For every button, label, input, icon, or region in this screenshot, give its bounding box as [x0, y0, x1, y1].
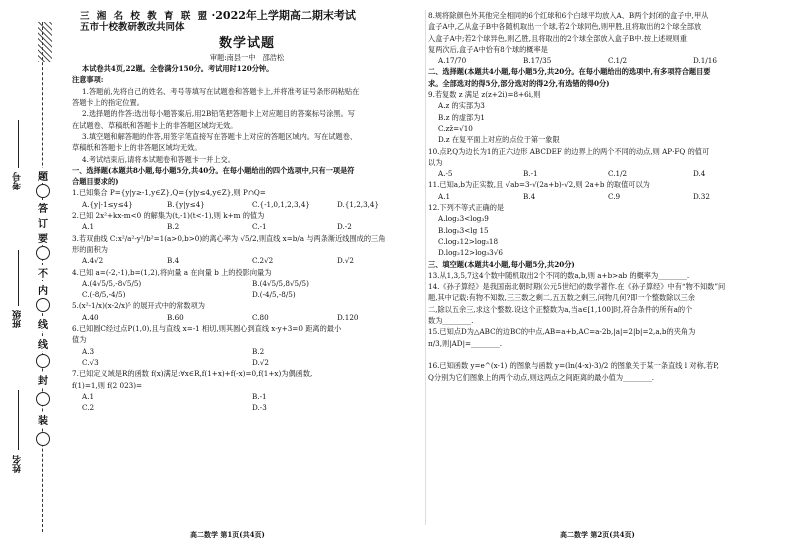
note-line: 1.答题前,先将自己的姓名、考号等填写在试题卷和答题卡上,并将准考证号条形码粘贴在 [82, 86, 360, 96]
answer-option: D.1/16 [693, 56, 717, 66]
q9-option: C.zz̄=√10 [438, 123, 473, 133]
answer-option: C.2√2 [252, 256, 274, 266]
answer-option: A.1 [438, 191, 451, 201]
binding-circle [36, 392, 50, 406]
q12-option: B.log₅3<lg 15 [438, 225, 489, 235]
note-line: 答题卡上的指定位置。 [72, 98, 144, 108]
strip-char: 线 [37, 336, 49, 351]
answer-option: A.{y|-1≤y≤4} [82, 199, 133, 209]
subject-title: 数学试题 [218, 35, 275, 51]
hatch-mark [38, 22, 52, 62]
q7-options-ab [72, 391, 422, 402]
page-1 [72, 10, 422, 413]
answer-option: C.√3 [82, 357, 99, 367]
q8-options [428, 55, 778, 66]
answer-option: D.-2 [337, 222, 352, 232]
answer-option: B.2 [167, 222, 180, 232]
q4-stem: 4.已知 a=(-2,-1),b=(1,2),将向量 a 在向量 b 上的投影向量为 [72, 267, 272, 277]
q7-options-cd [72, 402, 422, 413]
section-2-title: 二、选择题(本题共4小题,每小题5分,共20分。在每小题给出的选项中,有多项符合题目要 [428, 67, 711, 77]
q10-options [428, 168, 778, 179]
answer-option: B.2 [252, 346, 265, 356]
fill-line: 15.已知点D为△ABC的边BC的中点,AB=a+b,AC=a-2b,|a|=2|b|=2,a,b的夹角为 [428, 327, 696, 337]
binding-strip [0, 0, 62, 551]
answer-option: C.-1 [252, 222, 267, 232]
answer-option: C.80 [252, 312, 269, 322]
q6-options-cd [72, 357, 422, 368]
fill-line: 13.从1,3,5,7这4个数中随机取出2个不同的数a,b,则 a+b>ab 的概率为________. [428, 270, 690, 280]
q3-options [72, 255, 422, 266]
strip-char: 要 [37, 230, 49, 245]
answer-option: B.17/35 [523, 56, 552, 66]
fill-line: 数为________. [428, 316, 474, 326]
strip-char: 题 [37, 168, 49, 183]
note-line: 2.选择题的作答:选出每小题答案后,用2B铅笔把答题卡上对应题目的答案标号涂黑。写 [82, 109, 355, 119]
q6-stem: 6.已知圆C经过点P(1,0),且与直线 x=-1 相切,则其圆心到直线 x-y+3=0 距离的最小 [72, 324, 342, 334]
answer-option: B.4 [523, 191, 536, 201]
fill-line: Q分别为它们图象上的两个动点,则这两点之间距离的最小值为________. [428, 372, 655, 382]
q2-stem: 2.已知 2x²+kx-m<0 的解集为(t,-1)(t<-1),则 k+m 的值为 [72, 211, 265, 221]
q12-option: C.log₂12>log₃18 [438, 236, 499, 246]
note-line: 3.填空题和解答题的作答,用签字笔直接写在答题卡上对应的答题区域内。写在试题卷、 [82, 131, 358, 141]
q7-stem: 7.已知定义域是R的函数 f(x)满足:∀x∈R,f(1+x)+f(-x)=0,f(1+x)为偶函数, [72, 369, 313, 379]
answer-option: C.1/2 [608, 169, 628, 179]
section-2-title-cont: 求。全部选对的得5分,部分选对的得2分,有选错的得0分) [428, 78, 610, 88]
binding-circle [36, 354, 50, 368]
name-label: 姓名 [13, 455, 23, 473]
page-2 [428, 10, 778, 383]
section-3-title: 三、填空题(本题共4小题,每小题5分,共20分) [428, 259, 575, 269]
answer-option: D.{1,2,3,4} [337, 199, 380, 209]
answer-option: B.-1 [252, 391, 267, 401]
exam-intro: 本试卷共4页,22题。全卷满分150分。考试用时120分钟。 [82, 64, 274, 74]
q12-option: A.log₂3<log₃9 [438, 214, 489, 224]
binding-circle [36, 246, 50, 260]
binding-circle [36, 298, 50, 312]
q9-stem: 9.若复数 z 满足 z(z+2i)=8+6i,则 [428, 90, 541, 100]
q10-stem: 10.点P,Q为边长为1的正六边形 ABCDEF 的边界上的两个不同的动点,则 AP·FQ 的值可 [428, 146, 710, 156]
answer-option: A.1 [82, 222, 95, 232]
answer-option: D.-3 [252, 403, 267, 413]
answer-option: A.4√2 [82, 256, 104, 266]
answer-option: B.-1 [523, 169, 538, 179]
fill-line: 二,除以五余三,求这个整数.设这个正整数为a,当a∈[1,100]时,符合条件的所有a的个 [428, 304, 693, 314]
q3-stem: 3.若双曲线 C:x²/a²-y²/b²=1(a>0,b>0)的离心率为 √5/2,则直线 x=b/a 与两条渐近线围成的三角 [72, 233, 386, 243]
note-line: 草稿纸和答题卡上的非答题区域均无效。 [72, 143, 202, 153]
binding-circle [36, 432, 50, 446]
answer-option: A.-5 [438, 169, 453, 179]
answer-option: B.{y|y≤4} [167, 199, 205, 209]
strip-char: 不 [37, 265, 49, 280]
fill-line [428, 349, 778, 360]
strip-char: 答 [37, 200, 49, 215]
answer-option: D.(-4/5,-8/5) [252, 290, 296, 300]
section-1-title: 一、选择题(本题共8小题,每小题5分,共40分。在每小题给出的四个选项中,只有一项是符 [72, 165, 355, 175]
q5-stem: 5.(x²-1/x)(x-2/x)⁵ 的展开式中的常数项为 [72, 301, 205, 311]
section-1-title-cont: 合题目要求的) [72, 177, 119, 187]
class-line [18, 250, 19, 306]
binding-circle [36, 184, 50, 198]
notes-title: 注意事项: [72, 75, 104, 85]
answer-option: D.32 [693, 191, 710, 201]
page-divider [425, 10, 426, 525]
q9-option: D.z 在复平面上对应的点位于第一象限 [438, 135, 560, 145]
q11-stem: 11.已知a,b为正实数,且 √ab=3-√(2a+b)-√2,则 2a+b 的取值可以为 [428, 180, 650, 190]
answer-option: A.(4√5/5,-8√5/5) [82, 278, 142, 288]
answer-option: B.60 [167, 312, 184, 322]
fill-line: 14.《孙子算经》是我国南北朝时期(公元5世纪)的数学著作.在《孙子算经》中有“物不知数”问 [428, 282, 726, 292]
strip-char: 内 [37, 282, 49, 297]
answer-option: D.120 [337, 312, 359, 322]
q7-stem-cont: f(1)=1,则 f(2 023)= [72, 380, 143, 390]
answer-option: C.2 [82, 403, 95, 413]
fill-line: 题,其中记载:有物不知数,三三数之剩二,五五数之剩三,问物几何?即一个整数除以三余 [428, 293, 695, 303]
q9-option: A.z 的实部为3 [438, 101, 485, 111]
q8-stem: 8.规将除颜色外其他完全相同的6个红球和6个白球平均放入A、B两个封闭的盒子中,甲从 [428, 11, 709, 20]
q6-options-ab [72, 346, 422, 357]
q2-options [72, 221, 422, 232]
answer-option: A.17/70 [438, 56, 467, 66]
class-label: 班级 [13, 310, 23, 328]
q8-stem-cont: 复两次后,盒子A中恰有8个球的概率是 [428, 44, 548, 54]
answer-option: C.{-1,0,1,2,3,4} [252, 199, 310, 209]
exam-title: ·2022年上学期高二期末考试 [211, 9, 356, 22]
strip-char: 装 [37, 412, 49, 427]
q5-options [72, 312, 422, 323]
q1-options [72, 199, 422, 210]
q12-option: D.log₂12>log₃3√6 [438, 248, 503, 258]
name-line [18, 390, 19, 450]
q11-options [428, 191, 778, 202]
q10-stem-cont: 以为 [428, 157, 443, 167]
answer-option: D.√2 [252, 357, 269, 367]
id-line [18, 120, 19, 168]
org-name: 三 湘 名 校 教 育 联 盟 [80, 11, 210, 22]
q1-stem: 1.已知集合 P={y|y≥-1,y∈Z},Q={y|y≤4,y∈Z},则 P∩Q= [72, 188, 266, 198]
answer-option: A.1 [82, 391, 95, 401]
fill-line: 16.已知函数 y=e^(x-1) 的图象与函数 y=(ln(4-x)-3)/2 的图象关于某一条直线 l 对称,若P, [428, 361, 719, 371]
reviewer: 审题:南县一中 邵浩松 [209, 52, 285, 62]
answer-option: B.4 [167, 256, 180, 266]
fill-line: π/3,则|AD|=________. [428, 338, 503, 348]
answer-option: C.9 [608, 191, 621, 201]
footer-page-2: 高二数学 第2页(共4页) [560, 530, 635, 539]
footer-page-1: 高二数学 第1页(共4页) [190, 530, 265, 539]
note-line: 4.考试结束后,请将本试题卷和答题卡一并上交。 [82, 154, 235, 164]
q4-options-ab [72, 278, 422, 289]
strip-char: 封 [37, 372, 49, 387]
q9-option: B.z 的虚部为1 [438, 112, 485, 122]
id-label: 考号 [13, 172, 23, 190]
org-name-2: 五市十校教研教改共同体 [80, 22, 185, 34]
q12-stem: 12.下列不等式正确的是 [428, 203, 505, 213]
q8-stem-cont: 盒子A中,乙从盒子B中各随机取出一个球,若2个球同色,则甲胜,且将取出的2个球全部放 [428, 22, 702, 32]
strip-mark: 订 [37, 215, 49, 230]
note-line: 在试题卷、草稿纸和答题卡上的非答题区域均无效。 [72, 120, 238, 130]
answer-option: A.40 [82, 312, 99, 322]
answer-option: C.(-8/5,-4/5) [82, 290, 126, 300]
answer-option: A.3 [82, 346, 95, 356]
q8-stem-cont: 入盒子A中;若2个球异色,则乙胜,且将取出的2个球全部放入盒子B中.按上述规则重 [428, 33, 687, 43]
q3-stem-cont: 形的面积为 [72, 244, 108, 254]
answer-option: B.(4√5/5,8√5/5) [252, 278, 309, 288]
q6-stem-cont: 值为 [72, 335, 87, 345]
answer-option: D.√2 [337, 256, 354, 266]
answer-option: D.4 [693, 169, 706, 179]
q4-options-cd [72, 289, 422, 300]
strip-mark: 线 [37, 316, 49, 331]
answer-option: C.1/2 [608, 56, 628, 66]
